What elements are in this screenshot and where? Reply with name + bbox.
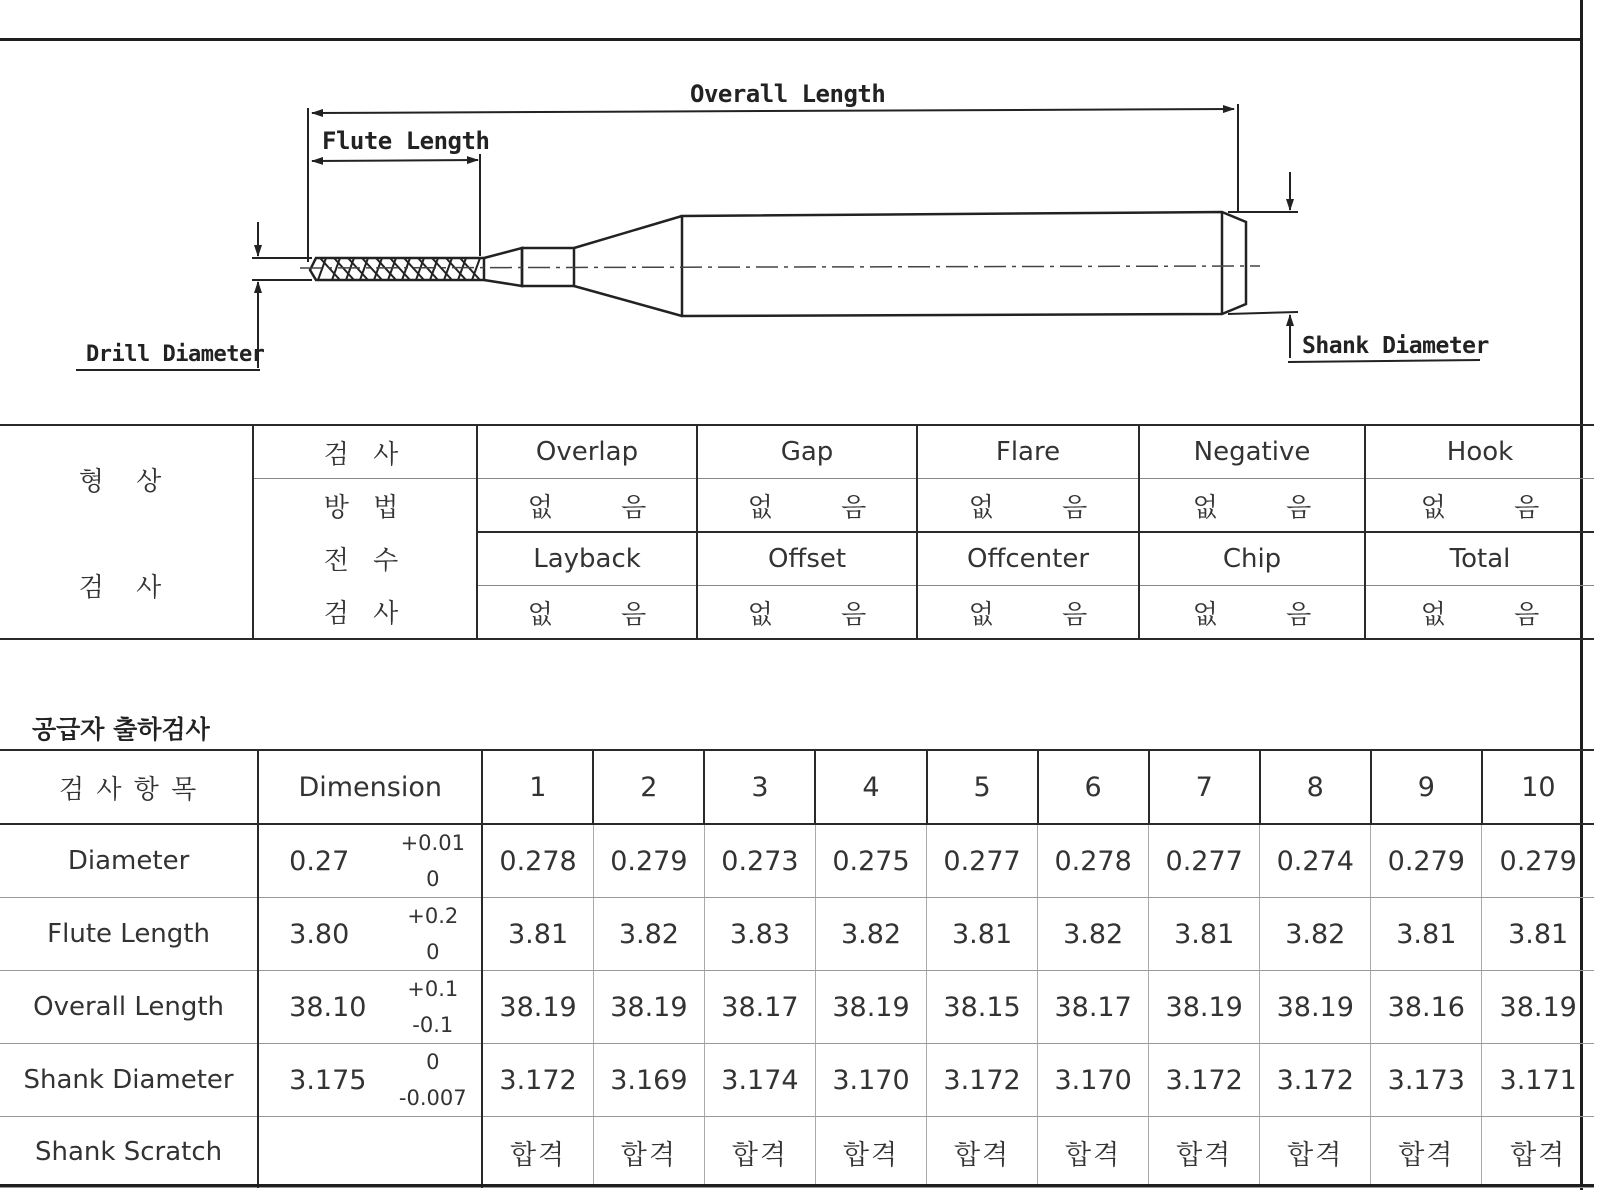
defect-name: Offcenter <box>917 532 1139 586</box>
measured-value: 합격 <box>1038 1117 1149 1188</box>
measured-value: 0.278 <box>1038 824 1149 898</box>
measured-value: 합격 <box>815 1117 926 1188</box>
row-item-name: Diameter <box>0 824 258 898</box>
tolerance-plus: 0 <box>426 1050 440 1074</box>
nominal-value: 38.10 <box>258 971 384 1044</box>
measured-value: 38.17 <box>704 971 815 1044</box>
measured-value: 0.274 <box>1260 824 1371 898</box>
header-sample: 5 <box>927 750 1038 824</box>
table-row <box>0 1044 1594 1117</box>
nominal-value: 0.27 <box>258 824 384 898</box>
table-header-row <box>0 750 1594 824</box>
measured-value: 0.278 <box>482 824 593 898</box>
tolerance-plus: +0.01 <box>400 831 465 855</box>
measured-value: 3.81 <box>1482 898 1594 971</box>
defect-result: 없 음 <box>1139 479 1365 533</box>
defect-result: 없 음 <box>697 586 917 640</box>
measured-value: 0.279 <box>593 824 704 898</box>
row-item-name: Shank Scratch <box>0 1117 258 1188</box>
overall-length-label: Overall Length <box>690 80 886 108</box>
measured-value: 38.19 <box>1149 971 1260 1044</box>
header-sample: 2 <box>593 750 704 824</box>
measured-value: 3.172 <box>1149 1044 1260 1117</box>
measured-value: 0.277 <box>1149 824 1260 898</box>
defect-name: Layback <box>477 532 697 586</box>
header-item: 검 사 항 목 <box>0 750 258 824</box>
defect-result: 없 음 <box>1365 479 1594 533</box>
measured-value: 3.82 <box>815 898 926 971</box>
defect-result: 없 음 <box>917 586 1139 640</box>
measured-value: 합격 <box>1371 1117 1482 1188</box>
row-item-name: Overall Length <box>0 971 258 1044</box>
nominal-value: 3.175 <box>258 1044 384 1117</box>
measured-value: 3.169 <box>593 1044 704 1117</box>
defect-name: Chip <box>1139 532 1365 586</box>
supplier-inspection-table <box>0 749 1594 1188</box>
defect-name: Flare <box>917 425 1139 479</box>
tolerance-minus: -0.1 <box>412 1013 454 1037</box>
measured-value: 0.279 <box>1371 824 1482 898</box>
measured-value: 3.172 <box>927 1044 1038 1117</box>
measured-value: 38.15 <box>927 971 1038 1044</box>
header-sample: 7 <box>1149 750 1260 824</box>
defect-result: 없 음 <box>1139 586 1365 640</box>
defect-result: 없 음 <box>1365 586 1594 640</box>
section-title: 공급자 출하검사 <box>32 715 210 744</box>
measured-value: 합격 <box>1260 1117 1371 1188</box>
measured-value: 38.19 <box>593 971 704 1044</box>
method-label: 전 수 <box>253 532 477 586</box>
nominal-value: 3.80 <box>258 898 384 971</box>
measured-value: 3.81 <box>1371 898 1482 971</box>
defect-result: 없 음 <box>697 479 917 533</box>
header-sample: 6 <box>1038 750 1149 824</box>
table-row <box>0 824 1594 898</box>
tolerance-minus: 0 <box>426 867 440 891</box>
row-item-name: Shank Diameter <box>0 1044 258 1117</box>
method-label: 검 사 <box>253 425 477 479</box>
defect-name: Hook <box>1365 425 1594 479</box>
measured-value: 38.19 <box>482 971 593 1044</box>
center-line <box>300 266 1260 268</box>
measured-value: 38.19 <box>1482 971 1594 1044</box>
shank-diameter-label: Shank Diameter <box>1302 333 1489 359</box>
measured-value: 38.19 <box>815 971 926 1044</box>
shape-row-header: 형 상 <box>0 425 253 532</box>
tolerance <box>384 1117 482 1188</box>
measured-value: 3.172 <box>1260 1044 1371 1117</box>
measured-value: 3.174 <box>704 1044 815 1117</box>
header-dimension: Dimension <box>258 750 482 824</box>
measured-value: 3.82 <box>1038 898 1149 971</box>
header-sample: 10 <box>1482 750 1594 824</box>
bottom-border <box>0 1184 1594 1187</box>
measured-value: 3.170 <box>815 1044 926 1117</box>
measured-value: 0.273 <box>704 824 815 898</box>
header-sample: 1 <box>482 750 593 824</box>
measured-value: 0.275 <box>815 824 926 898</box>
table-row <box>0 1117 1594 1188</box>
tolerance <box>384 898 482 971</box>
tolerance-plus: +0.1 <box>407 977 459 1001</box>
nominal-value <box>258 1117 384 1188</box>
header-sample: 8 <box>1260 750 1371 824</box>
measured-value: 합격 <box>1149 1117 1260 1188</box>
measured-value: 합격 <box>1482 1117 1594 1188</box>
method-label: 방 법 <box>253 479 477 533</box>
measured-value: 합격 <box>704 1117 815 1188</box>
measured-value: 3.81 <box>1149 898 1260 971</box>
defect-result: 없 음 <box>917 479 1139 533</box>
tolerance <box>384 971 482 1044</box>
tolerance-minus: 0 <box>426 940 440 964</box>
drill-body <box>310 212 1246 316</box>
defect-name: Negative <box>1139 425 1365 479</box>
header-sample: 4 <box>815 750 926 824</box>
tolerance <box>384 824 482 898</box>
measured-value: 3.83 <box>704 898 815 971</box>
tolerance <box>384 1044 482 1117</box>
measured-value: 38.19 <box>1260 971 1371 1044</box>
measured-value: 3.172 <box>482 1044 593 1117</box>
measured-value: 38.17 <box>1038 971 1149 1044</box>
measured-value: 3.173 <box>1371 1044 1482 1117</box>
defect-name: Overlap <box>477 425 697 479</box>
measured-value: 합격 <box>593 1117 704 1188</box>
measured-value: 합격 <box>927 1117 1038 1188</box>
flute-length-dimension <box>312 154 480 256</box>
tolerance-plus: +0.2 <box>407 904 459 928</box>
measured-value: 0.277 <box>927 824 1038 898</box>
shape-inspection-table <box>0 424 1594 640</box>
row-item-name: Flute Length <box>0 898 258 971</box>
tolerance-minus: -0.007 <box>398 1086 467 1110</box>
header-sample: 3 <box>704 750 815 824</box>
defect-result: 없 음 <box>477 479 697 533</box>
flute-length-label: Flute Length <box>322 127 490 155</box>
header-sample: 9 <box>1371 750 1482 824</box>
defect-name: Total <box>1365 532 1594 586</box>
table-row <box>0 898 1594 971</box>
defect-name: Gap <box>697 425 917 479</box>
drill-diameter-label: Drill Diameter <box>86 342 265 367</box>
method-label: 검 사 <box>253 586 477 640</box>
measured-value: 3.82 <box>593 898 704 971</box>
measured-value: 38.16 <box>1371 971 1482 1044</box>
measured-value: 합격 <box>482 1117 593 1188</box>
measured-value: 3.81 <box>927 898 1038 971</box>
defect-result: 없 음 <box>477 586 697 640</box>
measured-value: 3.171 <box>1482 1044 1594 1117</box>
measured-value: 3.170 <box>1038 1044 1149 1117</box>
table-row <box>0 971 1594 1044</box>
inspection-row-header: 검 사 <box>0 532 253 639</box>
measured-value: 0.279 <box>1482 824 1594 898</box>
measured-value: 3.81 <box>482 898 593 971</box>
defect-name: Offset <box>697 532 917 586</box>
measured-value: 3.82 <box>1260 898 1371 971</box>
